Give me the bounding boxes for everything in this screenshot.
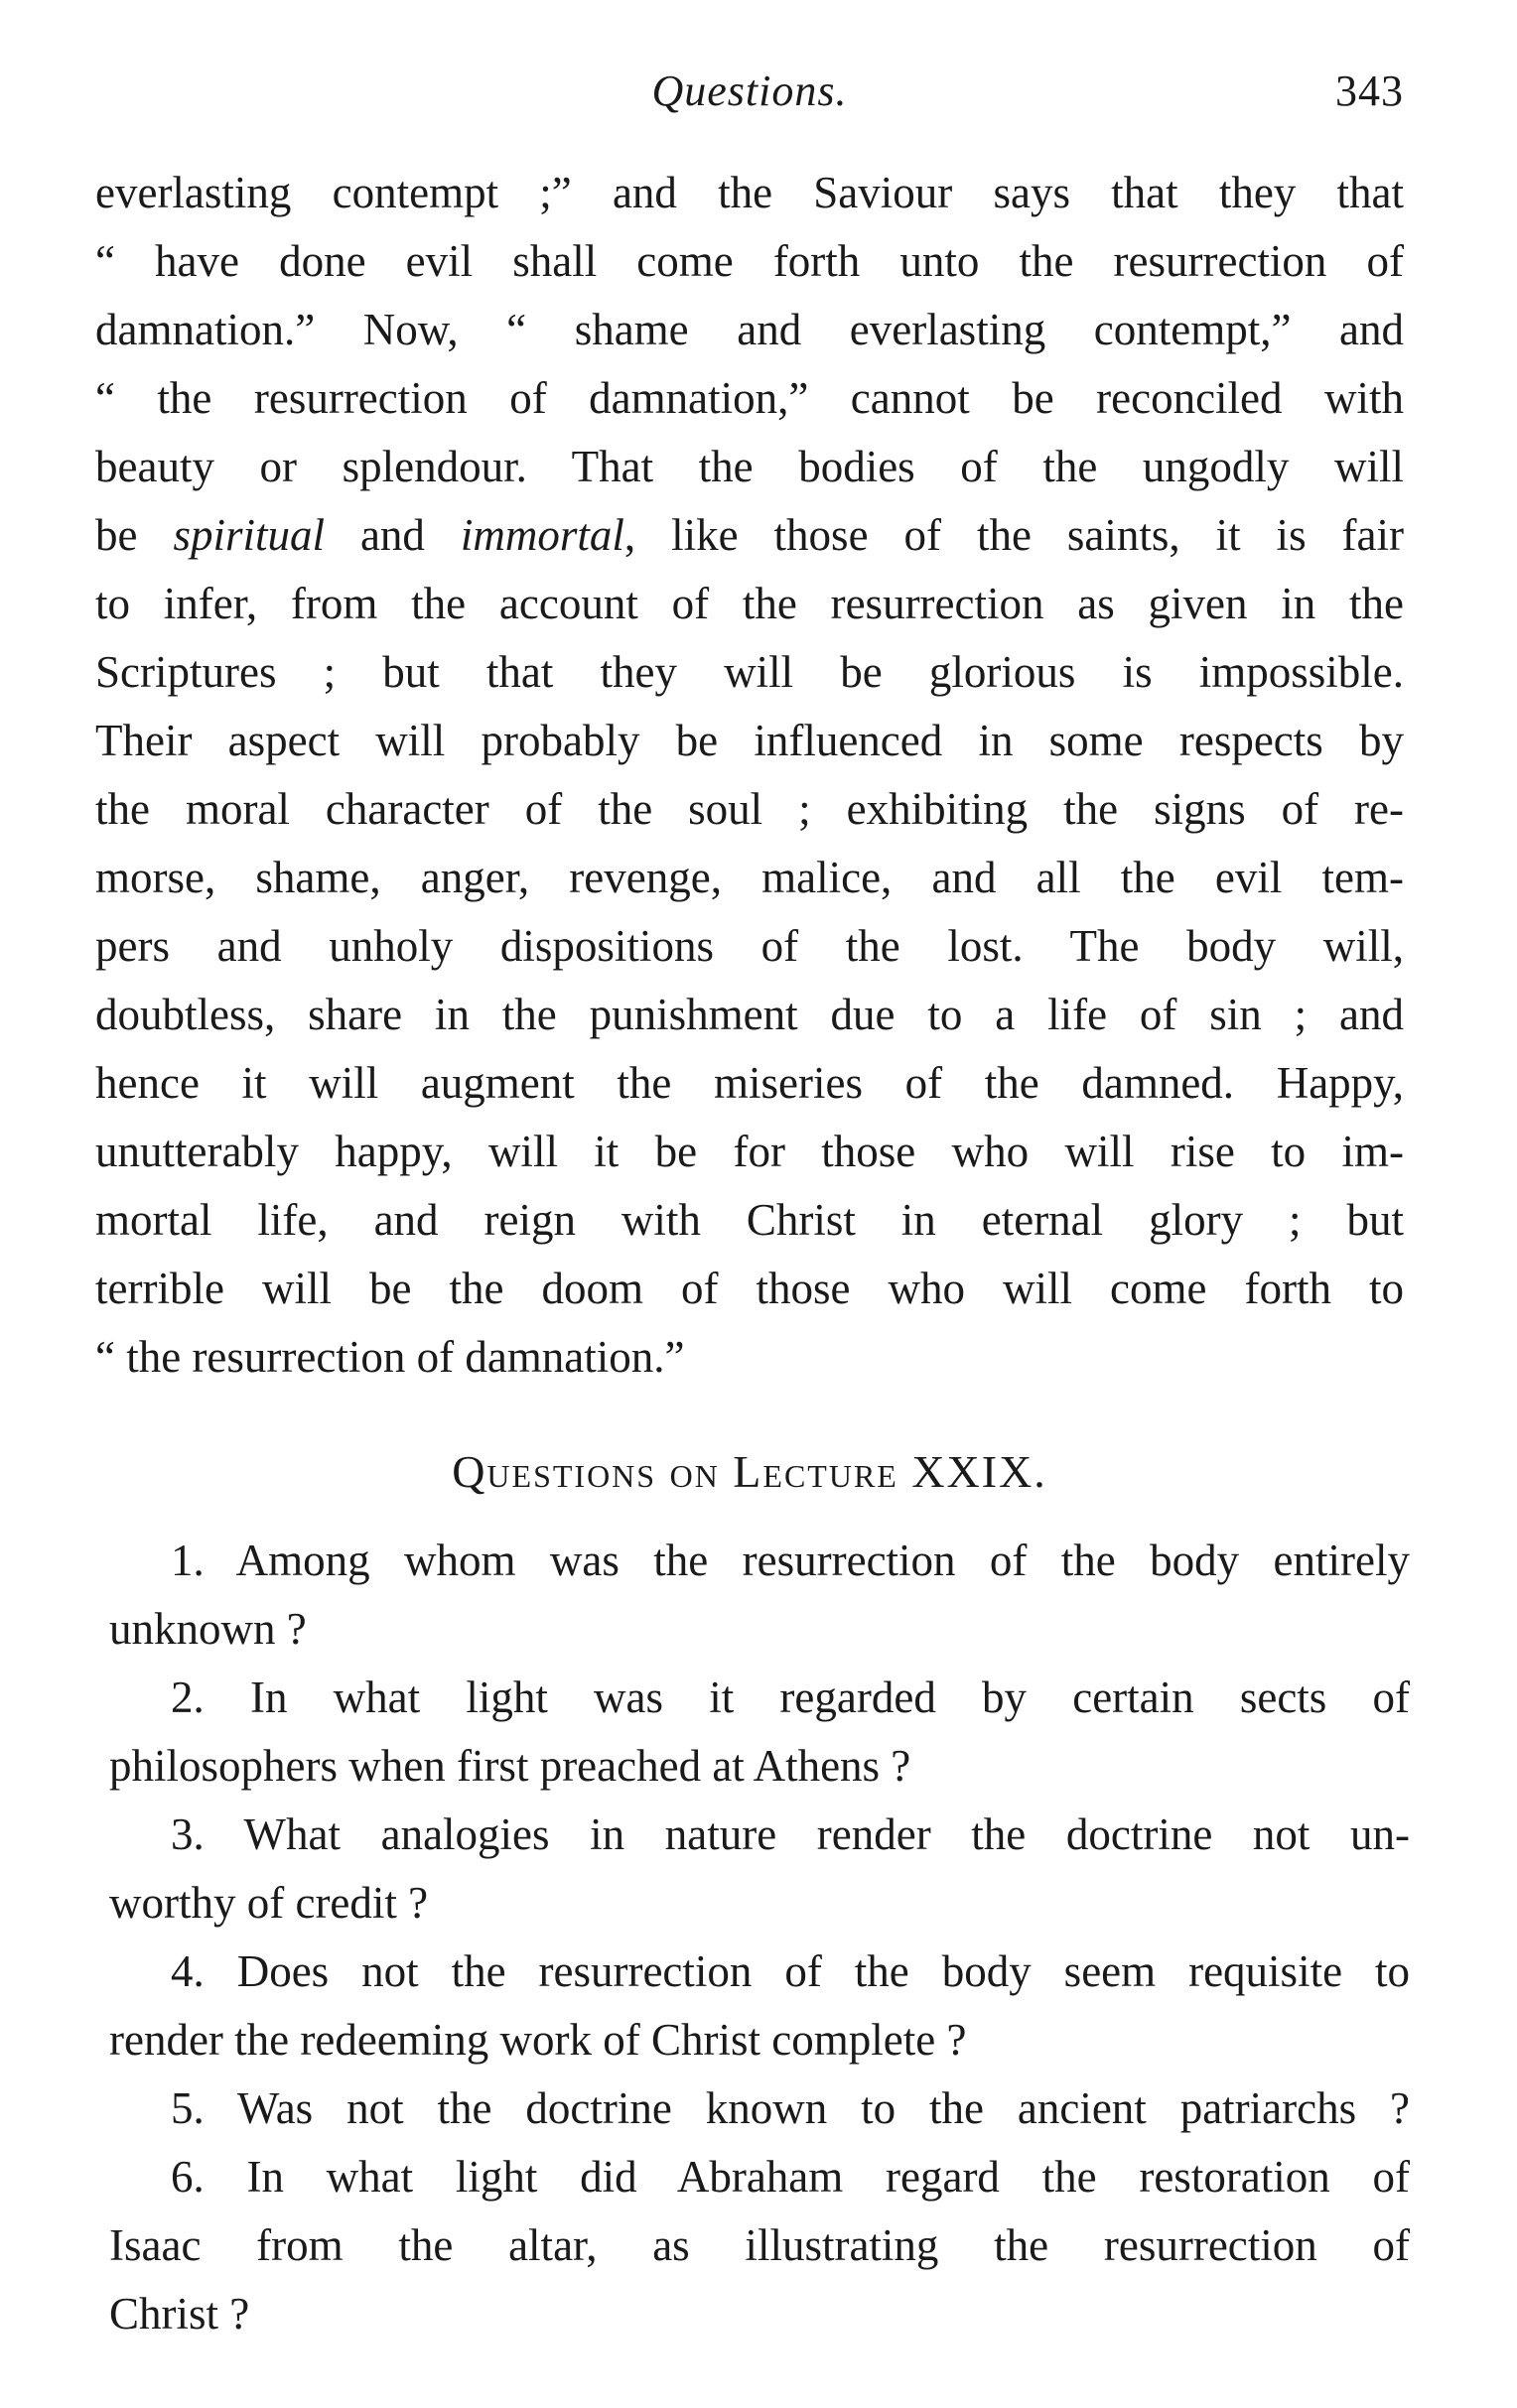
text-line: beauty or splendour. That the bodies of the ungodly will xyxy=(95,442,1404,491)
section-heading: Questions on Lecture XXIX. xyxy=(452,1446,1047,1497)
italic-term: spiritual xyxy=(173,510,325,560)
running-head xyxy=(95,62,1404,121)
text-line: Scriptures ; but that they will be glorious is impossible. xyxy=(95,647,1404,697)
text-line: hence it will augment the miseries of the damned. Happy, xyxy=(95,1058,1404,1108)
text-line: to infer, from the account of the resurrection as given in the xyxy=(95,579,1404,628)
question-6-line: Christ ? xyxy=(109,2289,250,2339)
text-line: “ have done evil shall come forth unto the resurrection of xyxy=(95,236,1404,286)
question-4-line: 4. Does not the resurrection of the body seem requisite to xyxy=(171,1946,1410,1996)
text-line: pers and unholy dispositions of the lost. The body will, xyxy=(95,921,1404,971)
running-head-title: Questions. xyxy=(651,67,848,115)
text-line: damnation.” Now, “ shame and everlasting contempt,” and xyxy=(95,305,1404,354)
italic-term: immortal xyxy=(460,510,624,560)
text-line: “ the resurrection of damnation.” xyxy=(95,1332,685,1382)
text-line: doubtless, share in the punishment due to a life of sin ; and xyxy=(95,990,1404,1039)
text-line: terrible will be the doom of those who will come forth to xyxy=(95,1264,1404,1313)
question-2-line: 2. In what light was it regarded by certain sects of xyxy=(171,1672,1410,1722)
question-3-line: 3. What analogies in nature render the doctrine not un- xyxy=(171,1809,1410,1859)
text-line: mortal life, and reign with Christ in eternal glory ; but xyxy=(95,1195,1404,1245)
page-number: 343 xyxy=(1335,67,1404,115)
text-line: everlasting contempt ;” and the Saviour says that they that xyxy=(95,168,1404,217)
question-1-line: unknown ? xyxy=(109,1604,307,1654)
question-6-line: Isaac from the altar, as illustrating the resurrection of xyxy=(109,2220,1410,2270)
text-line: Their aspect will probably be influenced in some respects by xyxy=(95,716,1404,765)
text-line: unutterably happy, will it be for those who will rise to im- xyxy=(95,1127,1404,1176)
question-4-line: render the redeeming work of Christ complete ? xyxy=(109,2015,967,2065)
question-3-line: worthy of credit ? xyxy=(109,1878,429,1928)
questions-list xyxy=(109,1527,1410,2348)
body-paragraph xyxy=(95,159,1404,1392)
question-1-line: 1. Among whom was the resurrection of the body entirely xyxy=(171,1536,1410,1585)
question-5-line: 5. Was not the doctrine known to the ancient patriarchs ? xyxy=(171,2083,1410,2133)
text-line: the moral character of the soul ; exhibiting the signs of re- xyxy=(95,784,1404,834)
text-line-italic-terms: be spiritual and immortal, like those of the saints, it is fair xyxy=(95,510,1404,560)
question-2-line: philosophers when first preached at Athens ? xyxy=(109,1741,911,1791)
text-line: morse, shame, anger, revenge, malice, and all the evil tem- xyxy=(95,853,1404,902)
question-6-line: 6. In what light did Abraham regard the restoration of xyxy=(171,2152,1410,2202)
text-line: “ the resurrection of damnation,” cannot be reconciled with xyxy=(95,373,1404,423)
